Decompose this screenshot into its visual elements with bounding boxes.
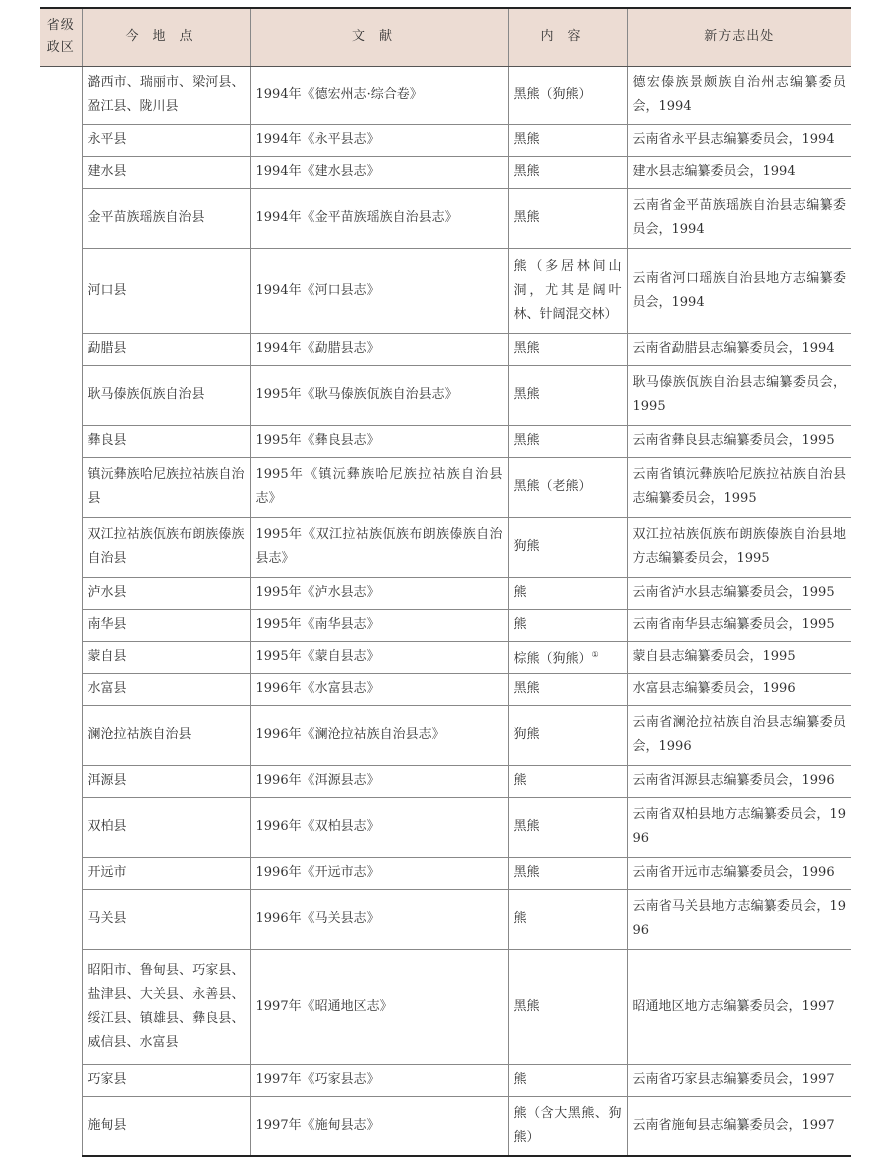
table-row bbox=[40, 673, 851, 705]
literature-cell bbox=[250, 641, 508, 673]
source-cell bbox=[627, 66, 851, 124]
literature-cell-text: 1996年《开远市志》 bbox=[255, 865, 380, 880]
source-cell-text: 云南省永平县志编纂委员会，1994 bbox=[632, 132, 835, 147]
literature-cell-text: 1997年《巧家县志》 bbox=[255, 1072, 380, 1087]
content-cell bbox=[508, 641, 627, 673]
content-cell bbox=[508, 889, 627, 949]
literature-cell bbox=[250, 765, 508, 797]
literature-cell bbox=[250, 248, 508, 333]
literature-cell bbox=[250, 156, 508, 188]
source-cell-text: 云南省勐腊县志编纂委员会，1994 bbox=[632, 341, 835, 356]
literature-cell-text: 1995年《双江拉祜族佤族布朗族傣族自治县志》 bbox=[255, 527, 503, 566]
location-cell bbox=[82, 641, 250, 673]
literature-cell bbox=[250, 457, 508, 517]
footnote-marker: ① bbox=[591, 649, 599, 659]
source-cell-text: 云南省金平苗族瑶族自治县志编纂委员会，1994 bbox=[632, 198, 846, 237]
content-cell-text: 黑熊 bbox=[513, 998, 540, 1014]
content-cell-text: 黑熊 bbox=[513, 865, 540, 880]
content-cell bbox=[508, 66, 627, 124]
table-row bbox=[40, 188, 851, 248]
literature-cell bbox=[250, 517, 508, 577]
source-cell-text: 云南省开远市志编纂委员会，1996 bbox=[632, 865, 835, 880]
source-cell bbox=[627, 457, 851, 517]
literature-cell-text: 1994年《永平县志》 bbox=[255, 132, 380, 147]
location-cell bbox=[82, 949, 250, 1064]
source-cell bbox=[627, 765, 851, 797]
content-cell bbox=[508, 333, 627, 365]
content-cell-text: 黑熊（狗熊） bbox=[513, 87, 592, 102]
content-cell bbox=[508, 673, 627, 705]
source-cell-text: 昭通地区地方志编纂委员会，1997 bbox=[632, 998, 835, 1014]
literature-cell bbox=[250, 609, 508, 641]
table-row bbox=[40, 949, 851, 1064]
location-cell bbox=[82, 188, 250, 248]
literature-cell-text: 1994年《金平苗族瑶族自治县志》 bbox=[255, 210, 458, 225]
location-cell bbox=[82, 857, 250, 889]
source-cell-text: 云南省巧家县志编纂委员会，1997 bbox=[632, 1072, 835, 1087]
source-cell bbox=[627, 1064, 851, 1096]
table-row bbox=[40, 577, 851, 609]
header-content: 内容 bbox=[508, 8, 627, 66]
source-cell-text: 云南省双柏县地方志编纂委员会，1996 bbox=[632, 807, 846, 846]
content-cell bbox=[508, 517, 627, 577]
content-cell-text: 黑熊 bbox=[513, 681, 540, 696]
literature-cell bbox=[250, 857, 508, 889]
location-cell-text: 泸水县 bbox=[87, 585, 127, 600]
source-cell bbox=[627, 1096, 851, 1156]
source-cell-text: 云南省施甸县志编纂委员会，1997 bbox=[632, 1117, 835, 1133]
location-cell bbox=[82, 705, 250, 765]
table-body bbox=[40, 66, 851, 1156]
location-cell-text: 彝良县 bbox=[87, 433, 127, 448]
literature-cell-text: 1996年《洱源县志》 bbox=[255, 773, 380, 788]
content-cell bbox=[508, 1064, 627, 1096]
table-row bbox=[40, 333, 851, 365]
source-cell-text: 建水县志编纂委员会，1994 bbox=[632, 164, 796, 179]
source-cell-text: 水富县志编纂委员会，1996 bbox=[632, 681, 796, 696]
location-cell bbox=[82, 457, 250, 517]
literature-cell-text: 1995年《彝良县志》 bbox=[255, 433, 380, 448]
content-cell bbox=[508, 949, 627, 1064]
table-row bbox=[40, 248, 851, 333]
source-cell bbox=[627, 641, 851, 673]
table-row bbox=[40, 124, 851, 156]
location-cell bbox=[82, 517, 250, 577]
location-cell bbox=[82, 889, 250, 949]
literature-cell-text: 1997年《施甸县志》 bbox=[255, 1117, 380, 1133]
literature-cell bbox=[250, 124, 508, 156]
table-row bbox=[40, 1096, 851, 1156]
content-cell-text: 熊 bbox=[513, 585, 527, 600]
location-cell bbox=[82, 156, 250, 188]
location-cell-text: 巧家县 bbox=[87, 1072, 127, 1087]
source-cell bbox=[627, 577, 851, 609]
source-cell bbox=[627, 797, 851, 857]
literature-cell-text: 1995年《南华县志》 bbox=[255, 617, 380, 632]
source-cell-text: 云南省马关县地方志编纂委员会，1996 bbox=[632, 899, 846, 938]
source-cell-text: 耿马傣族佤族自治县志编纂委员会，1995 bbox=[632, 375, 846, 414]
content-cell-text: 熊（多居林间山洞，尤其是阔叶林、针阔混交林） bbox=[513, 258, 622, 322]
literature-cell bbox=[250, 797, 508, 857]
source-cell bbox=[627, 705, 851, 765]
location-cell-text: 施甸县 bbox=[87, 1117, 127, 1133]
location-cell-text: 勐腊县 bbox=[87, 341, 127, 356]
records-table bbox=[40, 7, 851, 1157]
content-cell bbox=[508, 124, 627, 156]
source-cell bbox=[627, 425, 851, 457]
location-cell-text: 洱源县 bbox=[87, 773, 127, 788]
source-cell bbox=[627, 857, 851, 889]
content-cell-text: 黑熊 bbox=[513, 210, 540, 225]
literature-cell bbox=[250, 333, 508, 365]
literature-cell-text: 1995年《耿马傣族佤族自治县志》 bbox=[255, 387, 458, 402]
source-cell-text: 云南省镇沅彝族哈尼族拉祜族自治县志编纂委员会，1995 bbox=[632, 467, 846, 506]
source-cell-text: 云南省泸水县志编纂委员会，1995 bbox=[632, 585, 835, 600]
content-cell-text: 黑熊 bbox=[513, 819, 540, 834]
content-cell-text: 棕熊（狗熊） bbox=[513, 651, 592, 667]
literature-cell-text: 1995年《蒙自县志》 bbox=[255, 649, 380, 664]
province-cell bbox=[40, 66, 82, 1156]
source-cell-text: 云南省彝良县志编纂委员会，1995 bbox=[632, 433, 835, 448]
table-row bbox=[40, 66, 851, 124]
content-cell bbox=[508, 457, 627, 517]
literature-cell-text: 1994年《河口县志》 bbox=[255, 282, 380, 298]
location-cell bbox=[82, 66, 250, 124]
source-cell-text: 蒙自县志编纂委员会，1995 bbox=[632, 649, 796, 664]
header-location: 今地点 bbox=[82, 8, 250, 66]
location-cell-text: 澜沧拉祜族自治县 bbox=[87, 727, 192, 742]
content-cell-text: 黑熊 bbox=[513, 341, 540, 356]
literature-cell bbox=[250, 425, 508, 457]
location-cell-text: 马关县 bbox=[87, 911, 127, 926]
location-cell-text: 金平苗族瑶族自治县 bbox=[87, 210, 205, 225]
source-cell bbox=[627, 248, 851, 333]
content-cell bbox=[508, 609, 627, 641]
header-literature: 文献 bbox=[250, 8, 508, 66]
literature-cell bbox=[250, 889, 508, 949]
source-cell-text: 云南省澜沧拉祜族自治县志编纂委员会，1996 bbox=[632, 715, 846, 754]
source-cell-text: 德宏傣族景颇族自治州志编纂委员会，1994 bbox=[632, 75, 846, 114]
literature-cell-text: 1995年《镇沅彝族哈尼族拉祜族自治县志》 bbox=[255, 467, 503, 506]
source-cell-text: 双江拉祜族佤族布朗族傣族自治县地方志编纂委员会，1995 bbox=[632, 527, 846, 566]
location-cell-text: 双柏县 bbox=[87, 819, 127, 834]
literature-cell bbox=[250, 66, 508, 124]
table-row bbox=[40, 425, 851, 457]
location-cell-text: 蒙自县 bbox=[87, 649, 127, 664]
table-row bbox=[40, 365, 851, 425]
literature-cell-text: 1994年《德宏州志·综合卷》 bbox=[255, 87, 423, 102]
location-cell bbox=[82, 797, 250, 857]
content-cell bbox=[508, 248, 627, 333]
literature-cell bbox=[250, 673, 508, 705]
location-cell bbox=[82, 365, 250, 425]
content-cell bbox=[508, 705, 627, 765]
location-cell bbox=[82, 673, 250, 705]
source-cell bbox=[627, 889, 851, 949]
location-cell-text: 昭阳市、鲁甸县、巧家县、盐津县、大关县、永善县、绥江县、镇雄县、彝良县、威信县、水富县 bbox=[87, 962, 245, 1050]
literature-cell-text: 1996年《马关县志》 bbox=[255, 911, 380, 926]
source-cell bbox=[627, 949, 851, 1064]
content-cell bbox=[508, 797, 627, 857]
content-cell-text: 黑熊 bbox=[513, 387, 540, 402]
source-cell-text: 云南省南华县志编纂委员会，1995 bbox=[632, 617, 835, 632]
literature-cell-text: 1997年《昭通地区志》 bbox=[255, 998, 393, 1014]
content-cell-text: 狗熊 bbox=[513, 539, 540, 554]
literature-cell bbox=[250, 365, 508, 425]
source-cell bbox=[627, 156, 851, 188]
content-cell-text: 熊（含大黑熊、狗熊） bbox=[513, 1105, 622, 1145]
table-row bbox=[40, 457, 851, 517]
content-cell-text: 黑熊 bbox=[513, 433, 540, 448]
source-cell bbox=[627, 365, 851, 425]
header-province: 省级政区 bbox=[40, 8, 82, 66]
location-cell bbox=[82, 124, 250, 156]
literature-cell bbox=[250, 188, 508, 248]
location-cell-text: 开远市 bbox=[87, 865, 127, 880]
content-cell-text: 熊 bbox=[513, 617, 527, 632]
table-row bbox=[40, 156, 851, 188]
literature-cell-text: 1996年《水富县志》 bbox=[255, 681, 380, 696]
content-cell bbox=[508, 577, 627, 609]
location-cell bbox=[82, 1064, 250, 1096]
location-cell-text: 耿马傣族佤族自治县 bbox=[87, 387, 205, 402]
table-row bbox=[40, 641, 851, 673]
location-cell bbox=[82, 609, 250, 641]
content-cell bbox=[508, 425, 627, 457]
content-cell bbox=[508, 857, 627, 889]
literature-cell-text: 1996年《双柏县志》 bbox=[255, 819, 380, 834]
source-cell-text: 云南省洱源县志编纂委员会，1996 bbox=[632, 773, 835, 788]
content-cell bbox=[508, 1096, 627, 1156]
location-cell-text: 永平县 bbox=[87, 132, 127, 147]
content-cell-text: 黑熊（老熊） bbox=[513, 479, 592, 494]
location-cell-text: 建水县 bbox=[87, 164, 127, 179]
location-cell-text: 南华县 bbox=[87, 617, 127, 632]
content-cell-text: 熊 bbox=[513, 773, 527, 788]
literature-cell-text: 1994年《建水县志》 bbox=[255, 164, 380, 179]
location-cell-text: 双江拉祜族佤族布朗族傣族自治县 bbox=[87, 527, 245, 566]
table-row bbox=[40, 765, 851, 797]
table-row bbox=[40, 609, 851, 641]
literature-cell-text: 1994年《勐腊县志》 bbox=[255, 341, 380, 356]
table-row bbox=[40, 1064, 851, 1096]
table-row bbox=[40, 705, 851, 765]
location-cell-text: 河口县 bbox=[87, 282, 127, 298]
content-cell-text: 黑熊 bbox=[513, 132, 540, 147]
table-row bbox=[40, 889, 851, 949]
content-cell-text: 熊 bbox=[513, 911, 527, 926]
location-cell bbox=[82, 248, 250, 333]
content-cell bbox=[508, 365, 627, 425]
content-cell-text: 熊 bbox=[513, 1072, 527, 1087]
literature-cell-text: 1996年《澜沧拉祜族自治县志》 bbox=[255, 727, 445, 742]
header-source: 新方志出处 bbox=[627, 8, 851, 66]
content-cell bbox=[508, 188, 627, 248]
table-row bbox=[40, 857, 851, 889]
location-cell bbox=[82, 1096, 250, 1156]
literature-cell-text: 1995年《泸水县志》 bbox=[255, 585, 380, 600]
source-cell bbox=[627, 333, 851, 365]
location-cell bbox=[82, 765, 250, 797]
content-cell bbox=[508, 156, 627, 188]
location-cell bbox=[82, 425, 250, 457]
content-cell bbox=[508, 765, 627, 797]
location-cell-text: 潞西市、瑞丽市、梁河县、盈江县、陇川县 bbox=[87, 75, 245, 114]
table-row bbox=[40, 517, 851, 577]
table-row bbox=[40, 797, 851, 857]
literature-cell bbox=[250, 1064, 508, 1096]
location-cell-text: 水富县 bbox=[87, 681, 127, 696]
header-row bbox=[40, 8, 851, 66]
literature-cell bbox=[250, 577, 508, 609]
literature-cell bbox=[250, 949, 508, 1064]
literature-cell bbox=[250, 705, 508, 765]
source-cell bbox=[627, 517, 851, 577]
location-cell-text: 镇沅彝族哈尼族拉祜族自治县 bbox=[87, 467, 245, 506]
source-cell bbox=[627, 124, 851, 156]
source-cell bbox=[627, 609, 851, 641]
literature-cell bbox=[250, 1096, 508, 1156]
source-cell bbox=[627, 673, 851, 705]
location-cell bbox=[82, 333, 250, 365]
content-cell-text: 狗熊 bbox=[513, 727, 540, 742]
content-cell-text: 黑熊 bbox=[513, 164, 540, 179]
source-cell-text: 云南省河口瑶族自治县地方志编纂委员会，1994 bbox=[632, 270, 846, 310]
source-cell bbox=[627, 188, 851, 248]
location-cell bbox=[82, 577, 250, 609]
